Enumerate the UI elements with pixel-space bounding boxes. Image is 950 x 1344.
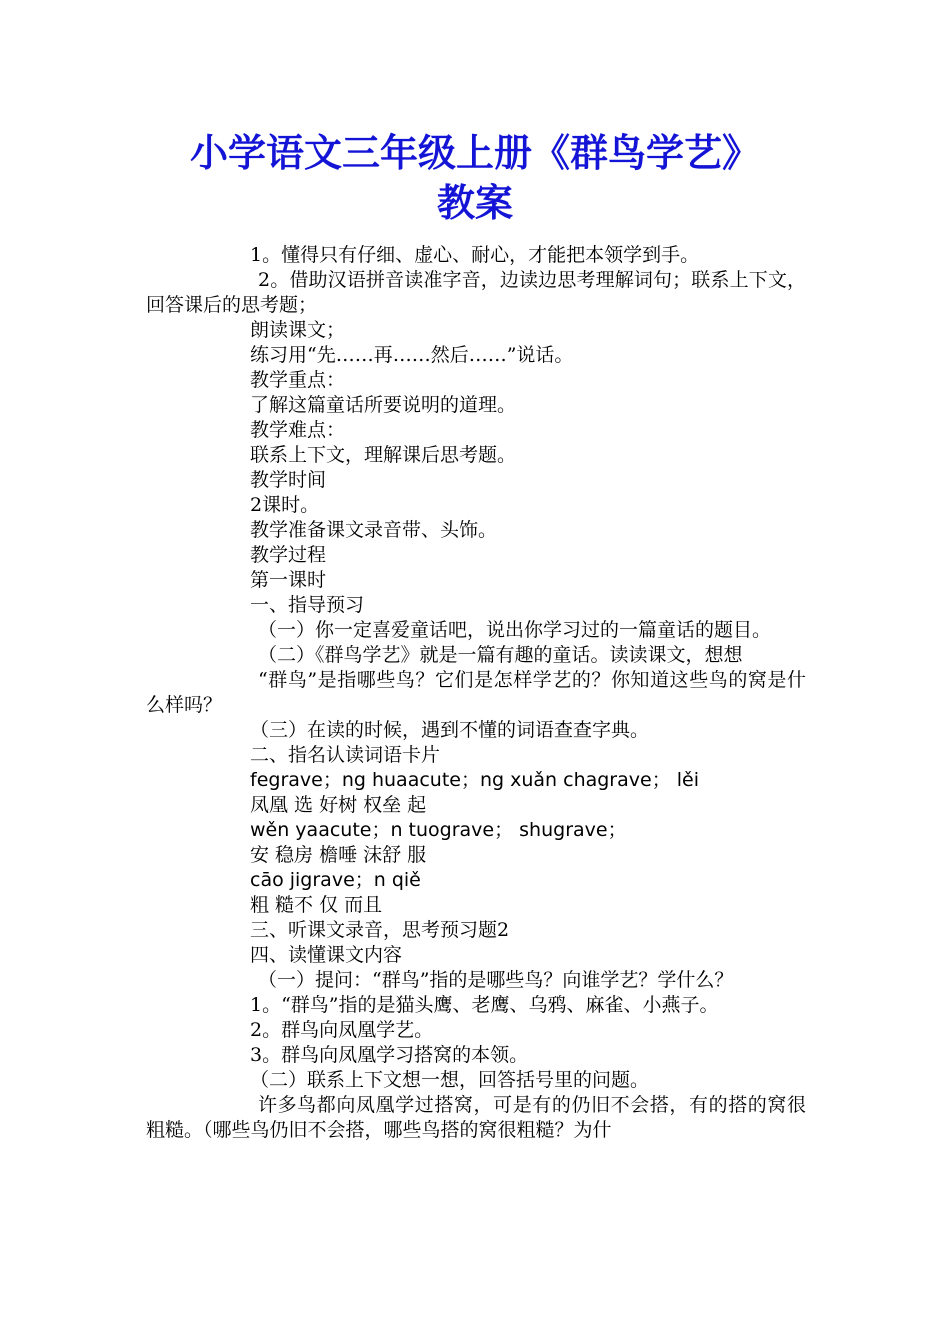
body-paragraph: 安 稳房 檐唾 沫舒 服 [250, 844, 427, 866]
body-paragraph: 教学难点： [250, 419, 346, 441]
body-paragraph: 了解这篇童话所要说明的道理。 [250, 394, 517, 416]
body-paragraph: 2课时。 [250, 494, 320, 516]
body-paragraph: 联系上下文，理解课后思考题。 [250, 444, 517, 466]
body-paragraph: 3。群鸟向凤凰学习搭窝的本领。 [250, 1044, 529, 1066]
body-paragraph: 凤凰 选 好树 权垒 起 [250, 794, 427, 816]
body-paragraph: fegrave；ng huaacute；ng xuǎn chagrave； lěi [250, 769, 699, 791]
document-body [146, 243, 806, 1143]
body-paragraph: 粗 糙不 仅 而且 [250, 894, 383, 916]
body-paragraph: 一、指导预习 [250, 594, 365, 616]
body-paragraph: “群鸟”是指哪些鸟？它们是怎样学艺的？你知道这些鸟的窝是什么样吗？ [146, 669, 806, 716]
body-paragraph: （一）你一定喜爱童话吧，说出你学习过的一篇童话的题目。 [258, 619, 772, 641]
body-paragraph: 教学准备课文录音带、头饰。 [250, 519, 498, 541]
body-paragraph: （二）《群鸟学艺》就是一篇有趣的童话。读读课文，想想 [258, 644, 743, 666]
document-title [120, 128, 830, 228]
body-paragraph: 四、读懂课文内容 [250, 944, 403, 966]
body-paragraph: 二、指名认读词语卡片 [250, 744, 441, 766]
body-paragraph: 1。懂得只有仔细、虚心、耐心，才能把本领学到手。 [250, 244, 700, 266]
body-paragraph: 教学时间 [250, 469, 327, 491]
title-line-1: 小学语文三年级上册《群鸟学艺》 [189, 131, 760, 175]
body-paragraph: 许多鸟都向凤凰学过搭窝，可是有的仍旧不会搭，有的搭的窝很粗糙。（哪些鸟仍旧不会搭，哪些鸟搭的窝很粗糙？为什 [146, 1094, 806, 1141]
body-paragraph: （三）在读的时候，遇到不懂的词语查查字典。 [250, 719, 650, 741]
title-line-2: 教案 [436, 181, 513, 225]
body-paragraph: 三、听课文录音，思考预习题2 [250, 919, 510, 941]
body-paragraph: wěn yaacute；n tuograve； shugrave； [250, 819, 627, 841]
body-paragraph: 1。“群鸟”指的是猫头鹰、老鹰、乌鸦、麻雀、小燕子。 [250, 994, 719, 1016]
body-paragraph: 练习用“先……再……然后……”说话。 [250, 344, 574, 366]
body-paragraph: （二）联系上下文想一想，回答括号里的问题。 [250, 1069, 650, 1091]
body-paragraph: 朗读课文； [250, 319, 346, 341]
body-paragraph: cāo jigrave；n qiě [250, 869, 421, 891]
body-paragraph: 2。借助汉语拼音读准字音，边读边思考理解词句；联系上下文，回答课后的思考题； [146, 269, 806, 316]
body-paragraph: 2。群鸟向凤凰学艺。 [250, 1019, 434, 1041]
body-paragraph: 第一课时 [250, 569, 327, 591]
body-paragraph: （一）提问：“群鸟”指的是哪些鸟？向谁学艺？学什么？ [258, 969, 734, 991]
body-paragraph: 教学过程 [250, 544, 327, 566]
body-paragraph: 教学重点： [250, 369, 346, 391]
